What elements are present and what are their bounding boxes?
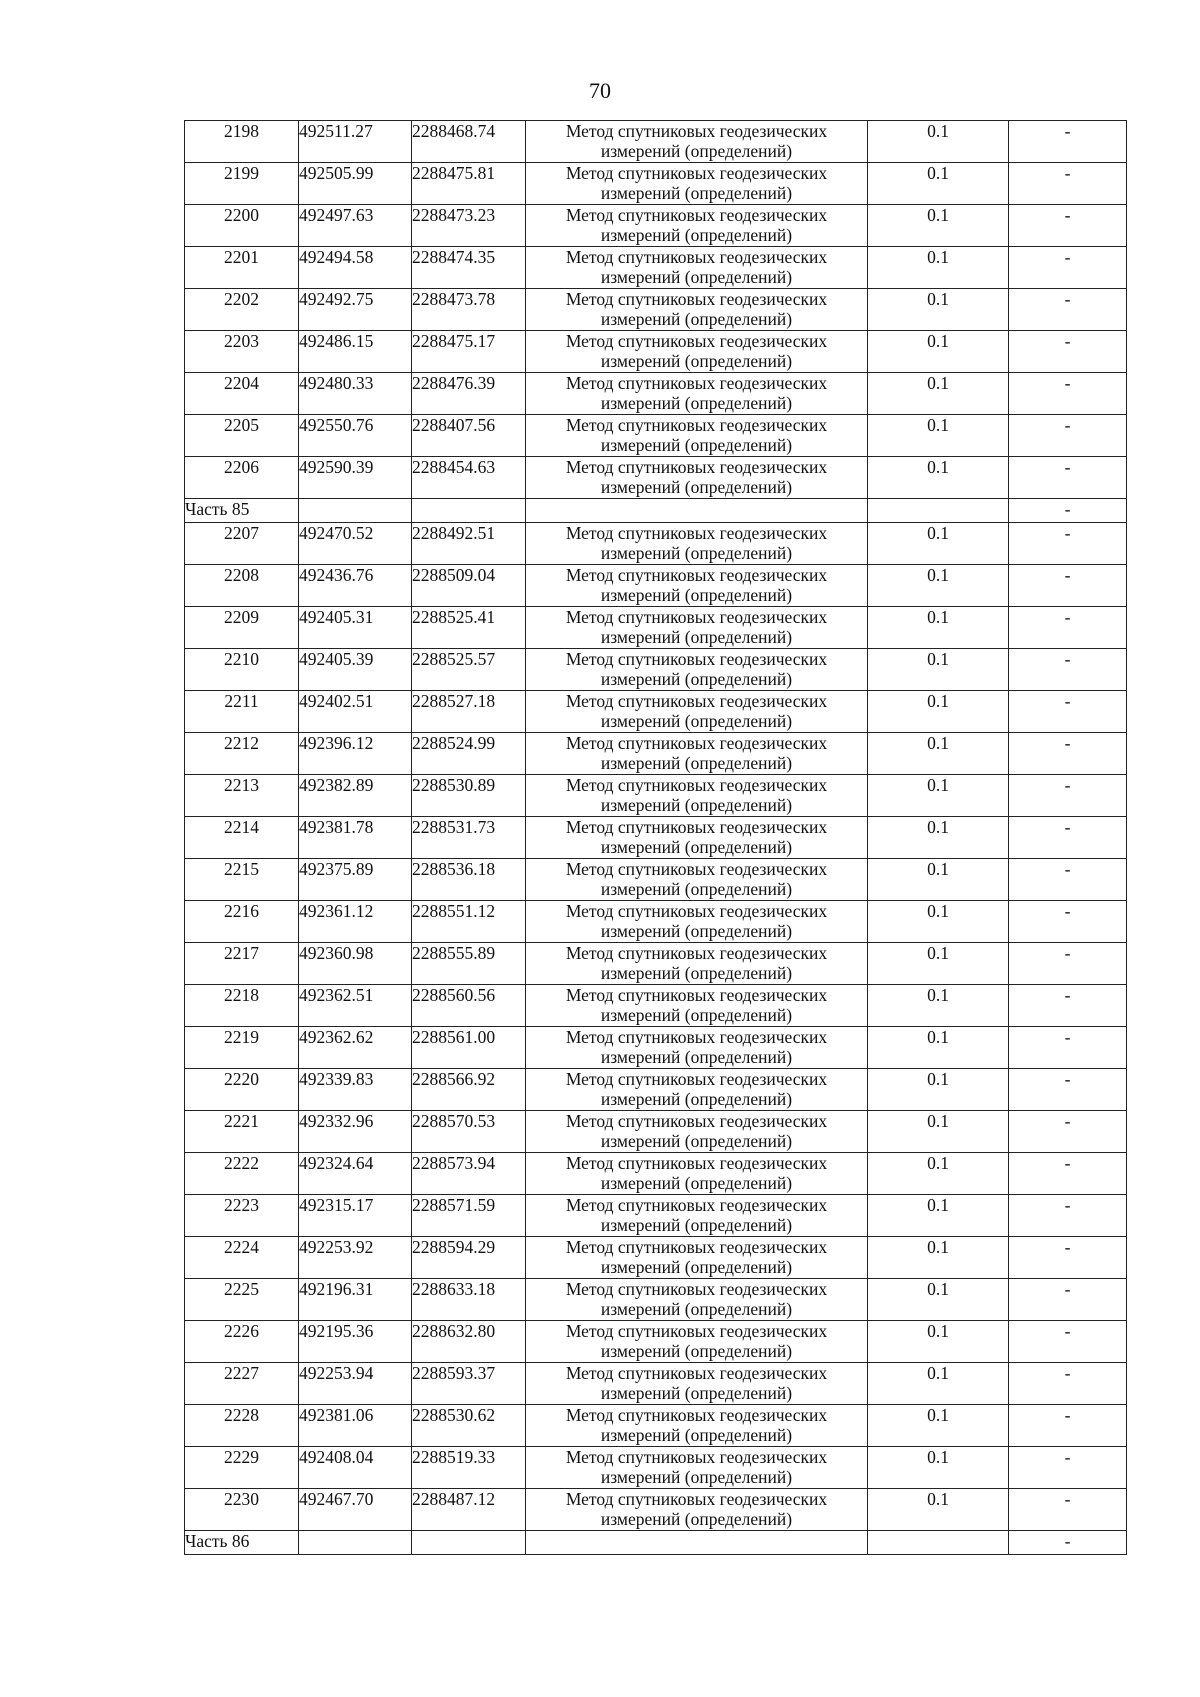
- method-cell: Метод спутниковых геодезических измерений (определений): [526, 1111, 868, 1153]
- table-row: [185, 943, 1127, 985]
- coord-x: 492339.83: [299, 1069, 412, 1111]
- coord-x: 492492.75: [299, 289, 412, 331]
- point-number: 2214: [185, 817, 299, 859]
- coord-y: 2288593.37: [412, 1363, 526, 1405]
- point-number: 2217: [185, 943, 299, 985]
- method-cell: Метод спутниковых геодезических измерений (определений): [526, 901, 868, 943]
- table-row: [185, 1237, 1127, 1279]
- extra-cell: -: [1009, 1531, 1127, 1555]
- point-number: 2205: [185, 415, 299, 457]
- coord-x: 492436.76: [299, 565, 412, 607]
- point-number: 2228: [185, 1405, 299, 1447]
- method-cell: Метод спутниковых геодезических измерений (определений): [526, 331, 868, 373]
- accuracy-cell: 0.1: [868, 901, 1009, 943]
- accuracy-cell: 0.1: [868, 733, 1009, 775]
- coord-x: 492550.76: [299, 415, 412, 457]
- extra-cell: -: [1009, 1405, 1127, 1447]
- point-number: 2222: [185, 1153, 299, 1195]
- point-number: 2200: [185, 205, 299, 247]
- coord-x: 492396.12: [299, 733, 412, 775]
- point-number: 2225: [185, 1279, 299, 1321]
- extra-cell: -: [1009, 457, 1127, 499]
- method-cell: Метод спутниковых геодезических измерений (определений): [526, 775, 868, 817]
- table-row: [185, 985, 1127, 1027]
- coord-y: 2288474.35: [412, 247, 526, 289]
- accuracy-cell: 0.1: [868, 1237, 1009, 1279]
- point-number: 2199: [185, 163, 299, 205]
- coord-y: 2288407.56: [412, 415, 526, 457]
- method-cell: Метод спутниковых геодезических измерений (определений): [526, 1069, 868, 1111]
- empty-cell: [412, 1531, 526, 1555]
- accuracy-cell: 0.1: [868, 607, 1009, 649]
- point-number: 2223: [185, 1195, 299, 1237]
- method-cell: Метод спутниковых геодезических измерений (определений): [526, 817, 868, 859]
- coord-y: 2288476.39: [412, 373, 526, 415]
- coord-y: 2288560.56: [412, 985, 526, 1027]
- table-row: [185, 289, 1127, 331]
- part-label: Часть 85: [185, 499, 299, 523]
- coord-x: 492253.92: [299, 1237, 412, 1279]
- method-cell: Метод спутниковых геодезических измерений (определений): [526, 457, 868, 499]
- accuracy-cell: 0.1: [868, 331, 1009, 373]
- method-cell: Метод спутниковых геодезических измерений (определений): [526, 565, 868, 607]
- table-row: [185, 1321, 1127, 1363]
- method-cell: Метод спутниковых геодезических измерений (определений): [526, 1195, 868, 1237]
- table-row: [185, 457, 1127, 499]
- extra-cell: -: [1009, 1489, 1127, 1531]
- extra-cell: -: [1009, 373, 1127, 415]
- extra-cell: -: [1009, 1279, 1127, 1321]
- accuracy-cell: 0.1: [868, 817, 1009, 859]
- method-cell: Метод спутниковых геодезических измерений (определений): [526, 1153, 868, 1195]
- table-row: [185, 733, 1127, 775]
- coord-x: 492362.51: [299, 985, 412, 1027]
- empty-cell: [412, 499, 526, 523]
- method-cell: Метод спутниковых геодезических измерений (определений): [526, 121, 868, 163]
- coord-x: 492381.78: [299, 817, 412, 859]
- accuracy-cell: 0.1: [868, 1363, 1009, 1405]
- accuracy-cell: 0.1: [868, 691, 1009, 733]
- coord-y: 2288536.18: [412, 859, 526, 901]
- coord-y: 2288531.73: [412, 817, 526, 859]
- method-cell: Метод спутниковых геодезических измерений (определений): [526, 1363, 868, 1405]
- table-row: [185, 247, 1127, 289]
- table-row: [185, 1069, 1127, 1111]
- point-number: 2230: [185, 1489, 299, 1531]
- coord-y: 2288573.94: [412, 1153, 526, 1195]
- point-number: 2198: [185, 121, 299, 163]
- table-row: [185, 1279, 1127, 1321]
- coord-y: 2288551.12: [412, 901, 526, 943]
- coord-x: 492315.17: [299, 1195, 412, 1237]
- coord-x: 492382.89: [299, 775, 412, 817]
- point-number: 2206: [185, 457, 299, 499]
- point-number: 2211: [185, 691, 299, 733]
- method-cell: Метод спутниковых геодезических измерений (определений): [526, 1279, 868, 1321]
- accuracy-cell: 0.1: [868, 1153, 1009, 1195]
- coord-x: 492361.12: [299, 901, 412, 943]
- empty-cell: [299, 1531, 412, 1555]
- accuracy-cell: 0.1: [868, 943, 1009, 985]
- coord-x: 492381.06: [299, 1405, 412, 1447]
- point-number: 2219: [185, 1027, 299, 1069]
- point-number: 2210: [185, 649, 299, 691]
- method-cell: Метод спутниковых геодезических измерений (определений): [526, 1237, 868, 1279]
- accuracy-cell: 0.1: [868, 1447, 1009, 1489]
- extra-cell: -: [1009, 1363, 1127, 1405]
- table-row: [185, 1027, 1127, 1069]
- accuracy-cell: 0.1: [868, 523, 1009, 565]
- table-row: [185, 523, 1127, 565]
- extra-cell: -: [1009, 1447, 1127, 1489]
- part-label: Часть 86: [185, 1531, 299, 1555]
- empty-cell: [868, 1531, 1009, 1555]
- table-row: [185, 205, 1127, 247]
- extra-cell: -: [1009, 1027, 1127, 1069]
- coord-x: 492408.04: [299, 1447, 412, 1489]
- coord-y: 2288468.74: [412, 121, 526, 163]
- table-row: [185, 373, 1127, 415]
- accuracy-cell: 0.1: [868, 457, 1009, 499]
- coord-y: 2288473.23: [412, 205, 526, 247]
- accuracy-cell: 0.1: [868, 649, 1009, 691]
- extra-cell: -: [1009, 985, 1127, 1027]
- point-number: 2218: [185, 985, 299, 1027]
- coord-y: 2288524.99: [412, 733, 526, 775]
- point-number: 2207: [185, 523, 299, 565]
- coord-y: 2288633.18: [412, 1279, 526, 1321]
- point-number: 2212: [185, 733, 299, 775]
- point-number: 2216: [185, 901, 299, 943]
- point-number: 2202: [185, 289, 299, 331]
- accuracy-cell: 0.1: [868, 1027, 1009, 1069]
- empty-cell: [868, 499, 1009, 523]
- coord-x: 492405.39: [299, 649, 412, 691]
- extra-cell: -: [1009, 859, 1127, 901]
- accuracy-cell: 0.1: [868, 1195, 1009, 1237]
- table-row: [185, 607, 1127, 649]
- coord-x: 492494.58: [299, 247, 412, 289]
- table-row: [185, 901, 1127, 943]
- point-number: 2226: [185, 1321, 299, 1363]
- method-cell: Метод спутниковых геодезических измерений (определений): [526, 1321, 868, 1363]
- method-cell: Метод спутниковых геодезических измерений (определений): [526, 373, 868, 415]
- table-row: [185, 163, 1127, 205]
- table-row: [185, 1405, 1127, 1447]
- coord-y: 2288566.92: [412, 1069, 526, 1111]
- point-number: 2229: [185, 1447, 299, 1489]
- method-cell: Метод спутниковых геодезических измерений (определений): [526, 289, 868, 331]
- table-row: [185, 1447, 1127, 1489]
- coord-x: 492467.70: [299, 1489, 412, 1531]
- coord-x: 492590.39: [299, 457, 412, 499]
- extra-cell: -: [1009, 247, 1127, 289]
- coord-x: 492360.98: [299, 943, 412, 985]
- coord-y: 2288530.62: [412, 1405, 526, 1447]
- coord-x: 492405.31: [299, 607, 412, 649]
- coord-x: 492486.15: [299, 331, 412, 373]
- extra-cell: -: [1009, 1153, 1127, 1195]
- accuracy-cell: 0.1: [868, 205, 1009, 247]
- coord-y: 2288519.33: [412, 1447, 526, 1489]
- accuracy-cell: 0.1: [868, 373, 1009, 415]
- coord-y: 2288487.12: [412, 1489, 526, 1531]
- accuracy-cell: 0.1: [868, 163, 1009, 205]
- coord-y: 2288509.04: [412, 565, 526, 607]
- accuracy-cell: 0.1: [868, 859, 1009, 901]
- point-number: 2224: [185, 1237, 299, 1279]
- point-number: 2220: [185, 1069, 299, 1111]
- method-cell: Метод спутниковых геодезических измерений (определений): [526, 1489, 868, 1531]
- accuracy-cell: 0.1: [868, 565, 1009, 607]
- coord-x: 492332.96: [299, 1111, 412, 1153]
- coord-x: 492470.52: [299, 523, 412, 565]
- point-number: 2203: [185, 331, 299, 373]
- coord-x: 492253.94: [299, 1363, 412, 1405]
- table-row: [185, 1363, 1127, 1405]
- extra-cell: -: [1009, 331, 1127, 373]
- table-row: [185, 649, 1127, 691]
- extra-cell: -: [1009, 289, 1127, 331]
- point-number: 2221: [185, 1111, 299, 1153]
- table-row: [185, 565, 1127, 607]
- coord-x: 492497.63: [299, 205, 412, 247]
- extra-cell: -: [1009, 1111, 1127, 1153]
- coord-x: 492195.36: [299, 1321, 412, 1363]
- method-cell: Метод спутниковых геодезических измерений (определений): [526, 415, 868, 457]
- table-row: [185, 1111, 1127, 1153]
- extra-cell: -: [1009, 733, 1127, 775]
- accuracy-cell: 0.1: [868, 121, 1009, 163]
- method-cell: Метод спутниковых геодезических измерений (определений): [526, 607, 868, 649]
- method-cell: Метод спутниковых геодезических измерений (определений): [526, 943, 868, 985]
- extra-cell: -: [1009, 499, 1127, 523]
- coord-y: 2288555.89: [412, 943, 526, 985]
- table-row: [185, 1195, 1127, 1237]
- part-header-row: [185, 499, 1127, 523]
- coord-y: 2288475.81: [412, 163, 526, 205]
- point-number: 2201: [185, 247, 299, 289]
- table-row: [185, 817, 1127, 859]
- method-cell: Метод спутниковых геодезических измерений (определений): [526, 523, 868, 565]
- empty-cell: [526, 499, 868, 523]
- coord-y: 2288454.63: [412, 457, 526, 499]
- extra-cell: -: [1009, 163, 1127, 205]
- table-row: [185, 1489, 1127, 1531]
- page-number: 70: [589, 78, 611, 103]
- coord-y: 2288473.78: [412, 289, 526, 331]
- point-number: 2213: [185, 775, 299, 817]
- point-number: 2208: [185, 565, 299, 607]
- method-cell: Метод спутниковых геодезических измерений (определений): [526, 205, 868, 247]
- extra-cell: -: [1009, 205, 1127, 247]
- coord-y: 2288530.89: [412, 775, 526, 817]
- accuracy-cell: 0.1: [868, 1279, 1009, 1321]
- coord-x: 492511.27: [299, 121, 412, 163]
- part-header-row: [185, 1531, 1127, 1555]
- accuracy-cell: 0.1: [868, 775, 1009, 817]
- point-number: 2215: [185, 859, 299, 901]
- extra-cell: -: [1009, 523, 1127, 565]
- coord-x: 492505.99: [299, 163, 412, 205]
- table-body: [185, 121, 1127, 1555]
- extra-cell: -: [1009, 943, 1127, 985]
- coord-y: 2288475.17: [412, 331, 526, 373]
- coord-x: 492196.31: [299, 1279, 412, 1321]
- extra-cell: -: [1009, 1195, 1127, 1237]
- table-row: [185, 1153, 1127, 1195]
- extra-cell: -: [1009, 565, 1127, 607]
- method-cell: Метод спутниковых геодезических измерений (определений): [526, 1027, 868, 1069]
- extra-cell: -: [1009, 415, 1127, 457]
- extra-cell: -: [1009, 775, 1127, 817]
- coord-x: 492402.51: [299, 691, 412, 733]
- point-number: 2227: [185, 1363, 299, 1405]
- table-row: [185, 331, 1127, 373]
- coord-y: 2288571.59: [412, 1195, 526, 1237]
- accuracy-cell: 0.1: [868, 1405, 1009, 1447]
- method-cell: Метод спутниковых геодезических измерений (определений): [526, 1447, 868, 1489]
- coord-x: 492362.62: [299, 1027, 412, 1069]
- table-row: [185, 415, 1127, 457]
- coordinates-table: [184, 120, 1127, 1555]
- table-row: [185, 691, 1127, 733]
- empty-cell: [299, 499, 412, 523]
- table-row: [185, 121, 1127, 163]
- extra-cell: -: [1009, 121, 1127, 163]
- method-cell: Метод спутниковых геодезических измерений (определений): [526, 163, 868, 205]
- table-row: [185, 859, 1127, 901]
- coord-y: 2288594.29: [412, 1237, 526, 1279]
- coord-y: 2288561.00: [412, 1027, 526, 1069]
- method-cell: Метод спутниковых геодезических измерений (определений): [526, 691, 868, 733]
- method-cell: Метод спутниковых геодезических измерений (определений): [526, 1405, 868, 1447]
- coord-y: 2288525.57: [412, 649, 526, 691]
- extra-cell: -: [1009, 607, 1127, 649]
- extra-cell: -: [1009, 817, 1127, 859]
- extra-cell: -: [1009, 1321, 1127, 1363]
- accuracy-cell: 0.1: [868, 247, 1009, 289]
- accuracy-cell: 0.1: [868, 1069, 1009, 1111]
- point-number: 2204: [185, 373, 299, 415]
- coord-y: 2288525.41: [412, 607, 526, 649]
- coord-y: 2288570.53: [412, 1111, 526, 1153]
- coord-x: 492480.33: [299, 373, 412, 415]
- accuracy-cell: 0.1: [868, 415, 1009, 457]
- empty-cell: [526, 1531, 868, 1555]
- accuracy-cell: 0.1: [868, 1321, 1009, 1363]
- extra-cell: -: [1009, 649, 1127, 691]
- method-cell: Метод спутниковых геодезических измерений (определений): [526, 649, 868, 691]
- extra-cell: -: [1009, 901, 1127, 943]
- method-cell: Метод спутниковых геодезических измерений (определений): [526, 733, 868, 775]
- extra-cell: -: [1009, 1069, 1127, 1111]
- accuracy-cell: 0.1: [868, 985, 1009, 1027]
- extra-cell: -: [1009, 1237, 1127, 1279]
- method-cell: Метод спутниковых геодезических измерений (определений): [526, 985, 868, 1027]
- accuracy-cell: 0.1: [868, 1111, 1009, 1153]
- table-row: [185, 775, 1127, 817]
- method-cell: Метод спутниковых геодезических измерений (определений): [526, 247, 868, 289]
- coord-x: 492375.89: [299, 859, 412, 901]
- accuracy-cell: 0.1: [868, 289, 1009, 331]
- method-cell: Метод спутниковых геодезических измерений (определений): [526, 859, 868, 901]
- coord-y: 2288632.80: [412, 1321, 526, 1363]
- coord-y: 2288492.51: [412, 523, 526, 565]
- accuracy-cell: 0.1: [868, 1489, 1009, 1531]
- extra-cell: -: [1009, 691, 1127, 733]
- point-number: 2209: [185, 607, 299, 649]
- coord-x: 492324.64: [299, 1153, 412, 1195]
- coord-y: 2288527.18: [412, 691, 526, 733]
